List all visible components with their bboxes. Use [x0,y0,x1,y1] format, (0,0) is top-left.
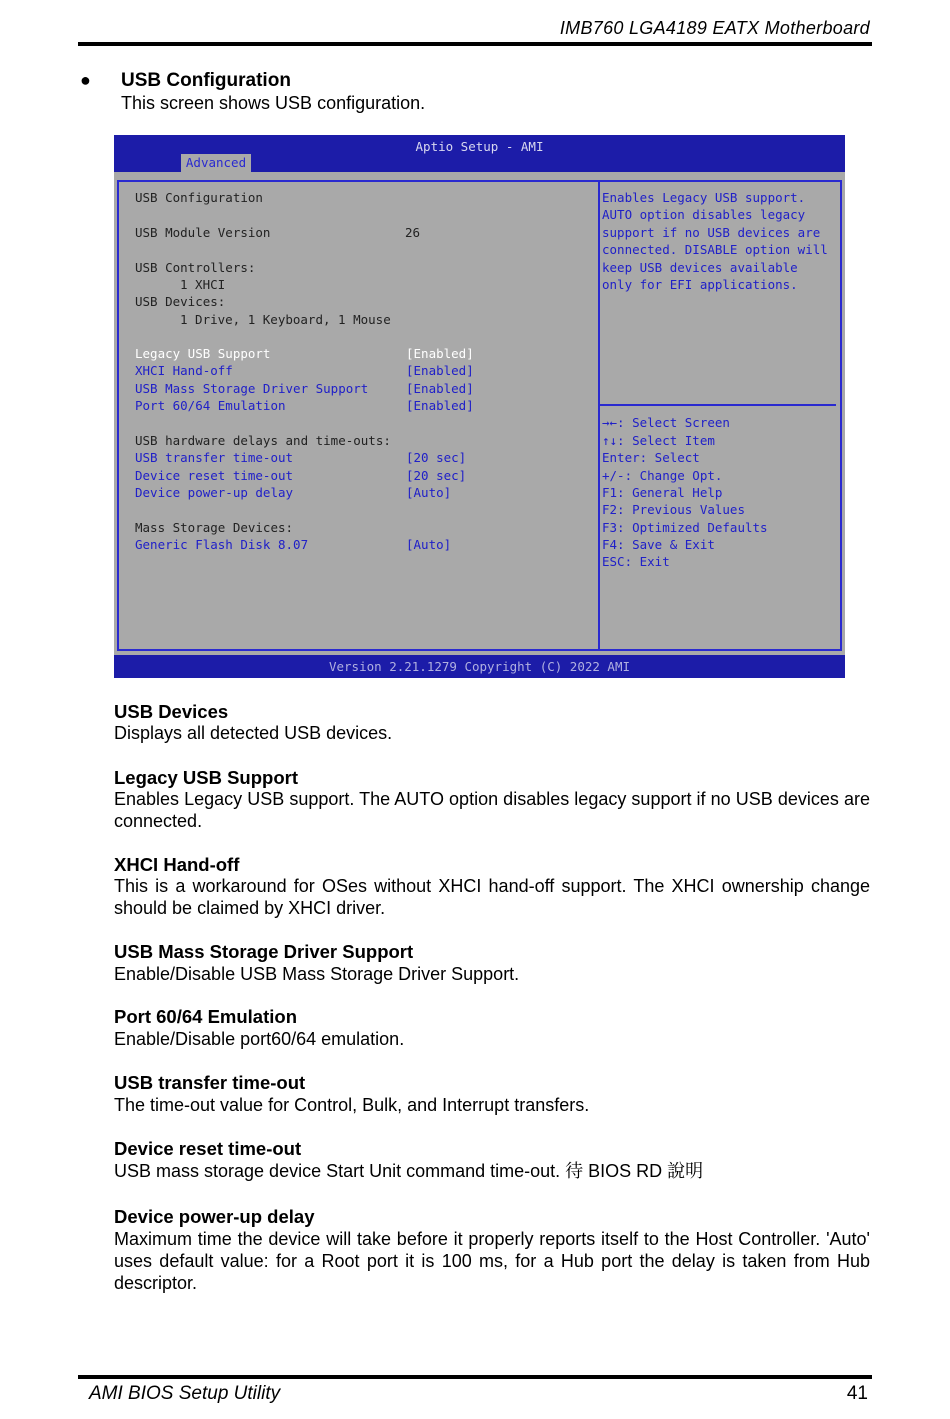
xhci-handoff-option[interactable]: XHCI Hand-off [135,363,233,378]
key-hint: F3: Optimized Defaults [602,520,768,535]
port-emulation-value[interactable]: [Enabled] [406,398,474,413]
section-description: This screen shows USB configuration. [121,93,426,113]
help-line: AUTO option disables legacy [602,207,806,222]
xhci-handoff-value[interactable]: [Enabled] [406,363,474,378]
device-reset-timeout-value[interactable]: [20 sec] [406,468,467,483]
devices-value: 1 Drive, 1 Keyboard, 1 Mouse [180,312,391,327]
mass-storage-driver-option[interactable]: USB Mass Storage Driver Support [135,381,369,396]
controllers-label: USB Controllers: [135,260,256,275]
key-hint: +/-: Change Opt. [602,468,723,483]
key-hint: F2: Previous Values [602,502,745,517]
bios-screenshot [114,135,845,678]
help-line: keep USB devices available [602,260,798,275]
usb-transfer-timeout-option[interactable]: USB transfer time-out [135,450,294,465]
help-line: connected. DISABLE option will [602,242,828,257]
bios-body [114,172,845,655]
bios-title: Aptio Setup - AMI [415,139,544,154]
flash-disk-option[interactable]: Generic Flash Disk 8.07 [135,537,309,552]
controllers-value: 1 XHCI [180,277,226,292]
desc-text: Maximum time the device will take before it properly reports itself to the Host Controller. 'Auto' uses default value: for a Root port it is 100 ms, for a Hub port the delay is taken from Hub descriptor. [114,1229,870,1293]
legacy-usb-support-option[interactable]: Legacy USB Support [135,346,271,361]
help-line: support if no USB devices are [602,225,821,240]
module-version-value: 26 [405,225,421,240]
key-hint: F1: General Help [602,485,723,500]
document-header-title: IMB760 LGA4189 EATX Motherboard [559,18,870,38]
desc-title: Legacy USB Support [114,767,298,788]
help-line: only for EFI applications. [602,277,798,292]
mass-storage-label: Mass Storage Devices: [135,520,294,535]
page-number: 41 [846,1383,868,1404]
desc-title: USB transfer time-out [114,1072,306,1093]
footer-rule [78,1375,872,1379]
key-hint: Enter: Select [602,450,700,465]
bios-column-divider [598,180,600,651]
desc-text: Enable/Disable USB Mass Storage Driver Support. [114,964,520,984]
mass-storage-driver-value[interactable]: [Enabled] [406,381,474,396]
device-powerup-delay-value[interactable]: [Auto] [406,485,452,500]
desc-title: Device reset time-out [114,1138,302,1159]
key-hint: ESC: Exit [602,554,670,569]
help-separator [600,404,836,406]
desc-text: The time-out value for Control, Bulk, and Interrupt transfers. [114,1095,590,1115]
flash-disk-value[interactable]: [Auto] [406,537,452,552]
desc-text: Enable/Disable port60/64 emulation. [114,1029,405,1049]
desc-title: Port 60/64 Emulation [114,1006,297,1027]
desc-text: This is a workaround for OSes without XHCI hand-off support. The XHCI ownership change should be claimed by XHCI driver. [114,876,870,918]
section-title: USB Configuration [121,70,291,91]
key-hint: →←: Select Screen [602,415,730,430]
desc-text: Enables Legacy USB support. The AUTO option disables legacy support if no USB devices are connected. [114,789,870,831]
header-rule [78,42,872,46]
module-version-label: USB Module Version [135,225,271,240]
key-hint: F4: Save & Exit [602,537,715,552]
usb-transfer-timeout-value[interactable]: [20 sec] [406,450,467,465]
bios-version-footer: Version 2.21.1279 Copyright (C) 2022 AMI [328,659,631,674]
delays-label: USB hardware delays and time-outs: [135,433,391,448]
tab-advanced[interactable]: Advanced [181,154,251,172]
desc-text: USB mass storage device Start Unit command time-out. 待 BIOS RD 說明 [114,1161,704,1181]
desc-text: Displays all detected USB devices. [114,723,393,743]
key-hint: ↑↓: Select Item [602,433,715,448]
help-line: Enables Legacy USB support. [602,190,806,205]
panel-title: USB Configuration [135,190,263,205]
desc-title: USB Mass Storage Driver Support [114,941,414,962]
bullet-marker: ● [80,70,91,90]
devices-label: USB Devices: [135,294,226,309]
device-reset-timeout-option[interactable]: Device reset time-out [135,468,294,483]
device-powerup-delay-option[interactable]: Device power-up delay [135,485,294,500]
desc-title: Device power-up delay [114,1206,315,1227]
port-emulation-option[interactable]: Port 60/64 Emulation [135,398,286,413]
legacy-usb-support-value[interactable]: [Enabled] [406,346,474,361]
footer-title: AMI BIOS Setup Utility [89,1383,281,1404]
desc-title: USB Devices [114,701,229,722]
desc-title: XHCI Hand-off [114,854,240,875]
